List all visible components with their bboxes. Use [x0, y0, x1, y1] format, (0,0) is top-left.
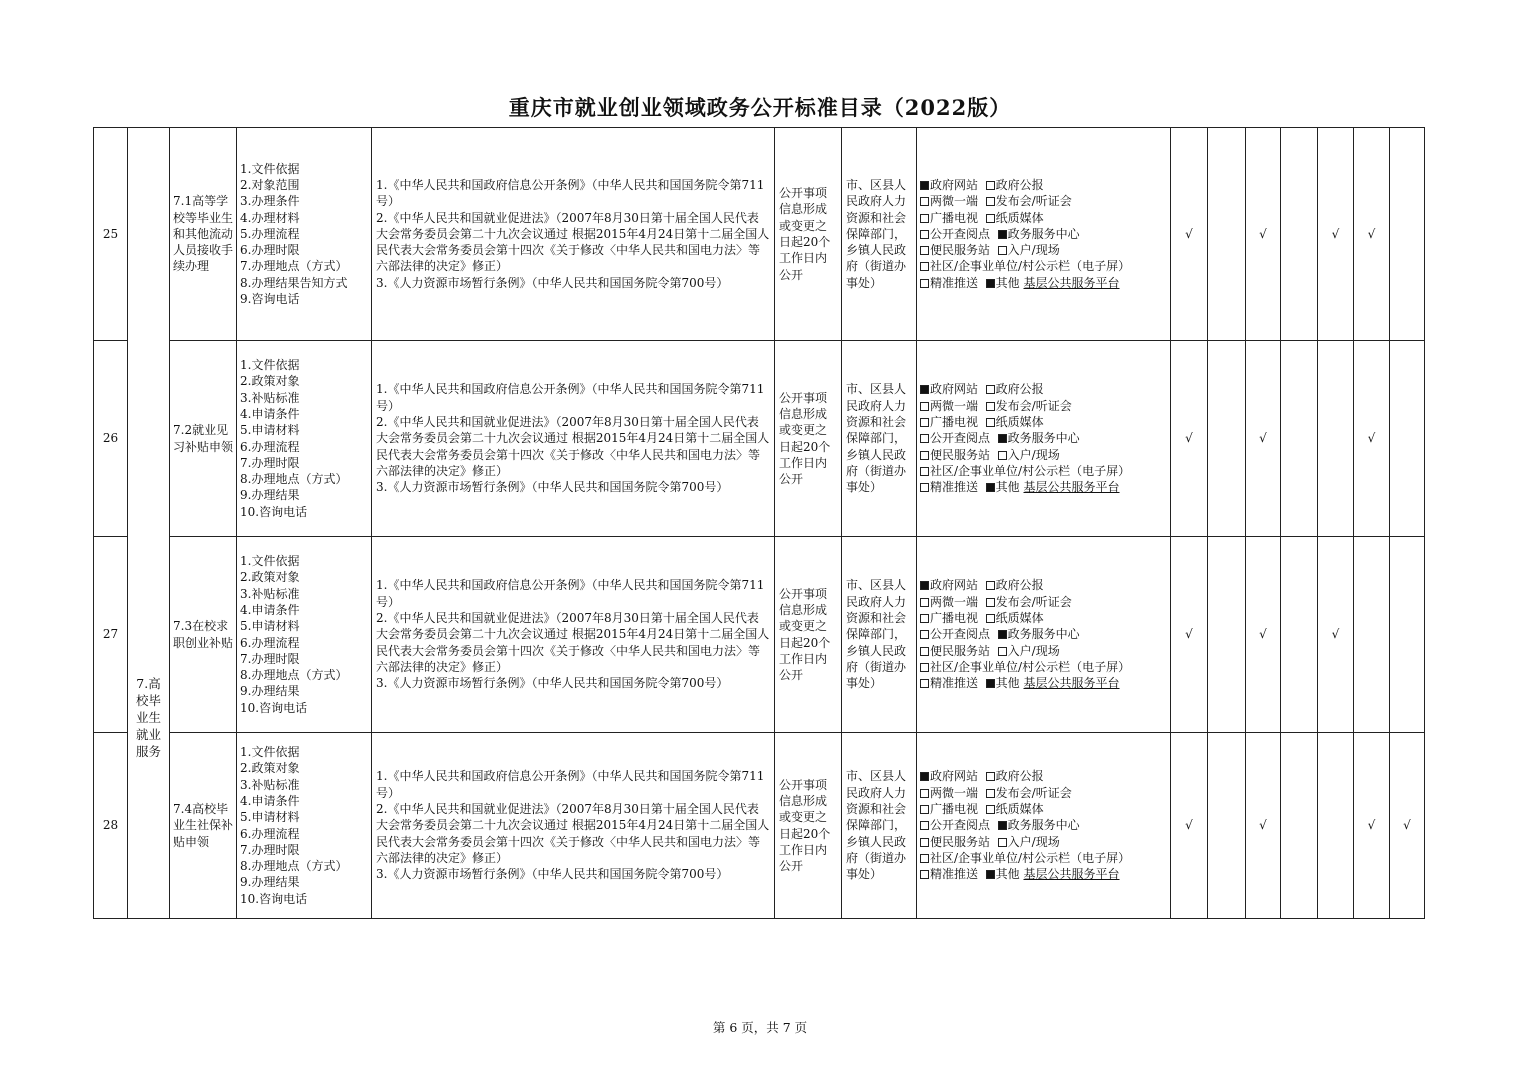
channel-checkbox — [920, 279, 929, 288]
contents-cell — [237, 341, 372, 537]
check-mark: √ — [1331, 226, 1340, 241]
time-cell — [775, 128, 842, 341]
channel-label: 纸质媒体 — [995, 210, 1044, 225]
item-cell — [170, 537, 237, 733]
content-item: 2.对象范围 — [240, 177, 300, 192]
contents-cell — [237, 128, 372, 341]
check-cell — [1246, 128, 1281, 341]
channel-label: 便民服务站 — [930, 643, 991, 658]
check-cell — [1208, 733, 1246, 919]
content-item: 9.办理结果 — [240, 684, 300, 699]
channel-label: 广播电视 — [930, 210, 979, 225]
channel-label: 政府公报 — [995, 578, 1044, 593]
channel-checkbox — [998, 838, 1007, 847]
channel-cell — [917, 128, 1171, 341]
channel-checkbox — [920, 838, 929, 847]
content-item: 3.办理条件 — [240, 194, 300, 209]
content-item: 2.政策对象 — [240, 570, 300, 585]
check-cell — [1390, 733, 1425, 919]
page-title: 重庆市就业创业领域政务公开标准目录（2022版） — [508, 95, 1012, 120]
check-mark: √ — [1185, 431, 1193, 446]
check-mark: √ — [1367, 818, 1376, 833]
item-cell — [170, 341, 237, 537]
channel-line — [920, 193, 1167, 209]
channel-label: 政府公报 — [995, 769, 1044, 784]
item-label: 7.3在校求职创业补贴 — [173, 619, 234, 650]
channel-label: 广播电视 — [930, 415, 979, 430]
time-cell — [775, 733, 842, 919]
subject-text: 市、区县人民政府人力资源和社会保障部门，乡镇人民政府（街道办事处） — [846, 578, 907, 691]
channel-label: 两微一端 — [930, 194, 979, 209]
channel-label: 纸质媒体 — [995, 415, 1044, 430]
check-cell — [1246, 537, 1281, 733]
channel-label: 公开查阅点 — [930, 818, 991, 833]
content-item: 1.文件依据 — [240, 161, 300, 176]
content-item: 6.办理流程 — [240, 826, 300, 841]
check-cell — [1208, 128, 1246, 341]
content-item: 4.申请条件 — [240, 602, 300, 617]
channel-line — [920, 430, 1167, 446]
channel-checkbox — [920, 451, 929, 460]
channel-checkbox — [986, 772, 995, 781]
check-cell — [1354, 733, 1390, 919]
catalog-table — [93, 127, 1425, 919]
channel-label: 政府公报 — [995, 382, 1044, 397]
content-item: 3.补贴标准 — [240, 777, 300, 792]
channel-label: 广播电视 — [930, 802, 979, 817]
check-cell — [1281, 537, 1318, 733]
subject-text: 市、区县人民政府人力资源和社会保障部门，乡镇人民政府（街道办事处） — [846, 769, 907, 882]
channel-label: 社区/企事业单位/村公示栏（电子屏） — [930, 850, 1131, 865]
channel-other-text: 基层公共服务平台 — [1023, 867, 1120, 882]
channel-label: 政府网站 — [930, 578, 979, 593]
channel-checkbox — [998, 821, 1007, 830]
content-item: 7.办理时限 — [240, 842, 300, 857]
basis-item: 2.《中华人民共和国就业促进法》（2007年8月30日第十届全国人民代表大会常务委员会第二十九次会议通过 根据2015年4月24日第十二届全国人民代表大会常务委员会第十四次《关于修改〈中华人民共和国电力法〉等六部法律的决定》修正） — [376, 415, 770, 478]
category-label: 7.高校毕业生就业服务 — [135, 676, 161, 760]
content-item: 10.咨询电话 — [240, 700, 308, 715]
channel-line — [920, 242, 1167, 258]
channel-line — [920, 626, 1167, 642]
channel-label: 其他 — [995, 676, 1020, 691]
channel-label: 发布会/听证会 — [995, 785, 1072, 800]
content-item: 1.文件依据 — [240, 745, 300, 760]
check-mark: √ — [1403, 818, 1411, 833]
channel-label: 其他 — [995, 480, 1020, 495]
channel-checkbox — [920, 385, 929, 394]
channel-label: 政务服务中心 — [1007, 431, 1080, 446]
content-item: 3.补贴标准 — [240, 390, 300, 405]
channel-checkbox — [986, 385, 995, 394]
channel-line — [920, 479, 1167, 495]
check-cell — [1246, 341, 1281, 537]
channel-checkbox — [998, 647, 1007, 656]
channel-line — [920, 414, 1167, 430]
channel-label: 精准推送 — [930, 480, 979, 495]
basis-item: 1.《中华人民共和国政府信息公开条例》（中华人民共和国国务院令第711号） — [376, 769, 765, 800]
contents-cell — [237, 537, 372, 733]
content-item: 10.咨询电话 — [240, 891, 308, 906]
channel-line — [920, 675, 1167, 691]
basis-cell — [372, 341, 775, 537]
content-item: 8.办理地点（方式） — [240, 859, 348, 874]
item-label: 7.2就业见习补贴申领 — [173, 423, 234, 454]
time-limit-text: 公开事项信息形成或变更之日起20个工作日内公开 — [779, 390, 831, 487]
channel-checkbox — [986, 598, 995, 607]
channel-checkbox — [986, 402, 995, 411]
time-cell — [775, 537, 842, 733]
channel-label: 便民服务站 — [930, 447, 991, 462]
channel-other-text: 基层公共服务平台 — [1023, 676, 1120, 691]
time-limit-text: 公开事项信息形成或变更之日起20个工作日内公开 — [779, 586, 831, 683]
time-limit-text: 公开事项信息形成或变更之日起20个工作日内公开 — [779, 777, 831, 874]
channel-checkbox — [920, 647, 929, 656]
contents-cell — [237, 733, 372, 919]
channel-line — [920, 210, 1167, 226]
channel-line — [920, 594, 1167, 610]
content-item: 7.办理地点（方式） — [240, 259, 348, 274]
check-cell — [1354, 128, 1390, 341]
table-row — [94, 341, 1425, 537]
channel-line — [920, 463, 1167, 479]
channel-line — [920, 866, 1167, 882]
channel-checkbox — [998, 434, 1007, 443]
check-cell — [1281, 733, 1318, 919]
content-item: 8.办理地点（方式） — [240, 472, 348, 487]
table-row — [94, 537, 1425, 733]
check-cell — [1390, 341, 1425, 537]
basis-cell — [372, 128, 775, 341]
check-mark: √ — [1331, 627, 1340, 642]
channel-line — [920, 659, 1167, 675]
channel-checkbox — [920, 679, 929, 688]
channel-checkbox — [920, 246, 929, 255]
content-item: 5.申请材料 — [240, 810, 300, 825]
channel-checkbox — [920, 181, 929, 190]
page-footer: 第 6 页，共 7 页 — [712, 1020, 808, 1035]
channel-label: 纸质媒体 — [995, 611, 1044, 626]
row-number: 27 — [94, 537, 128, 733]
content-item: 4.申请条件 — [240, 406, 300, 421]
channel-checkbox — [920, 854, 929, 863]
channel-checkbox — [998, 630, 1007, 639]
channel-label: 广播电视 — [930, 611, 979, 626]
channel-label: 公开查阅点 — [930, 226, 991, 241]
channel-label: 两微一端 — [930, 785, 979, 800]
check-cell — [1171, 537, 1208, 733]
channel-line — [920, 643, 1167, 659]
channel-label: 政府网站 — [930, 177, 979, 192]
check-mark: √ — [1259, 818, 1267, 833]
channel-label: 两微一端 — [930, 594, 979, 609]
check-mark: √ — [1259, 627, 1267, 642]
subject-cell — [842, 341, 917, 537]
content-item: 2.政策对象 — [240, 761, 300, 776]
check-mark: √ — [1185, 226, 1193, 241]
channel-cell — [917, 341, 1171, 537]
channel-checkbox — [920, 467, 929, 476]
table-row — [94, 128, 1425, 341]
subject-cell — [842, 733, 917, 919]
subject-text: 市、区县人民政府人力资源和社会保障部门，乡镇人民政府（街道办事处） — [846, 382, 907, 495]
channel-line — [920, 785, 1167, 801]
content-item: 6.办理时限 — [240, 243, 300, 258]
channel-line — [920, 447, 1167, 463]
channel-label: 政务服务中心 — [1007, 226, 1080, 241]
channel-label: 便民服务站 — [930, 243, 991, 258]
content-item: 5.申请材料 — [240, 423, 300, 438]
basis-item: 3.《人力资源市场暂行条例》（中华人民共和国国务院令第700号） — [376, 676, 729, 691]
channel-checkbox — [986, 870, 995, 879]
channel-checkbox — [986, 789, 995, 798]
check-cell — [1390, 537, 1425, 733]
subject-text: 市、区县人民政府人力资源和社会保障部门，乡镇人民政府（街道办事处） — [846, 177, 907, 290]
channel-checkbox — [920, 230, 929, 239]
check-cell — [1318, 341, 1354, 537]
basis-item: 1.《中华人民共和国政府信息公开条例》（中华人民共和国国务院令第711号） — [376, 177, 765, 209]
content-item: 6.办理流程 — [240, 439, 300, 454]
channel-other-text: 基层公共服务平台 — [1023, 275, 1120, 290]
channel-line — [920, 577, 1167, 593]
item-cell — [170, 128, 237, 341]
channel-line — [920, 801, 1167, 817]
check-cell — [1318, 733, 1354, 919]
channel-label: 入户/现场 — [1007, 243, 1060, 258]
channel-label: 公开查阅点 — [930, 431, 991, 446]
basis-item: 3.《人力资源市场暂行条例》（中华人民共和国国务院令第700号） — [376, 480, 729, 495]
check-cell — [1208, 537, 1246, 733]
channel-label: 社区/企事业单位/村公示栏（电子屏） — [930, 659, 1131, 674]
channel-label: 政府公报 — [995, 177, 1044, 192]
channel-checkbox — [986, 197, 995, 206]
channel-label: 纸质媒体 — [995, 802, 1044, 817]
channel-checkbox — [920, 197, 929, 206]
channel-label: 入户/现场 — [1007, 834, 1060, 849]
check-mark: √ — [1367, 226, 1376, 241]
content-item: 4.申请条件 — [240, 793, 300, 808]
channel-checkbox — [998, 246, 1007, 255]
channel-line — [920, 275, 1167, 291]
content-item: 5.办理流程 — [240, 226, 300, 241]
channel-checkbox — [986, 418, 995, 427]
channel-line — [920, 398, 1167, 414]
channel-label: 发布会/听证会 — [995, 194, 1072, 209]
channel-line — [920, 768, 1167, 784]
content-item: 1.文件依据 — [240, 358, 300, 373]
channel-label: 入户/现场 — [1007, 643, 1060, 658]
check-cell — [1318, 537, 1354, 733]
channel-label: 入户/现场 — [1007, 447, 1060, 462]
basis-cell — [372, 733, 775, 919]
channel-label: 发布会/听证会 — [995, 398, 1072, 413]
basis-item: 2.《中华人民共和国就业促进法》（2007年8月30日第十届全国人民代表大会常务委员会第二十九次会议通过 根据2015年4月24日第十二届全国人民代表大会常务委员会第十四次《关于修改〈中华人民共和国电力法〉等六部法律的决定》修正） — [376, 210, 770, 274]
basis-item: 1.《中华人民共和国政府信息公开条例》（中华人民共和国国务院令第711号） — [376, 578, 765, 609]
check-cell — [1171, 128, 1208, 341]
row-number: 26 — [94, 341, 128, 537]
table-row — [94, 733, 1425, 919]
channel-checkbox — [920, 598, 929, 607]
check-mark: √ — [1259, 226, 1267, 241]
basis-item: 3.《人力资源市场暂行条例》（中华人民共和国国务院令第700号） — [376, 275, 729, 290]
channel-checkbox — [986, 581, 995, 590]
channel-checkbox — [920, 630, 929, 639]
channel-line — [920, 817, 1167, 833]
channel-checkbox — [920, 418, 929, 427]
channel-checkbox — [920, 434, 929, 443]
channel-label: 政务服务中心 — [1007, 818, 1080, 833]
channel-line — [920, 834, 1167, 850]
channel-checkbox — [920, 789, 929, 798]
channel-checkbox — [986, 614, 995, 623]
content-item: 7.办理时限 — [240, 651, 300, 666]
channel-checkbox — [920, 214, 929, 223]
check-cell — [1281, 128, 1318, 341]
content-item: 5.申请材料 — [240, 619, 300, 634]
channel-checkbox — [920, 402, 929, 411]
item-label: 7.1高等学校等毕业生和其他流动人员接收手续办理 — [173, 194, 234, 274]
content-item: 8.办理结果告知方式 — [240, 275, 348, 290]
channel-checkbox — [920, 614, 929, 623]
row-number: 28 — [94, 733, 128, 919]
basis-item: 2.《中华人民共和国就业促进法》（2007年8月30日第十届全国人民代表大会常务委员会第二十九次会议通过 根据2015年4月24日第十二届全国人民代表大会常务委员会第十四次《关于修改〈中华人民共和国电力法〉等六部法律的决定》修正） — [376, 611, 770, 674]
channel-checkbox — [920, 262, 929, 271]
channel-checkbox — [986, 679, 995, 688]
channel-label: 精准推送 — [930, 867, 979, 882]
channel-line — [920, 226, 1167, 242]
content-item: 9.咨询电话 — [240, 292, 300, 307]
channel-label: 其他 — [995, 867, 1020, 882]
channel-checkbox — [986, 483, 995, 492]
channel-checkbox — [986, 214, 995, 223]
content-item: 6.办理流程 — [240, 635, 300, 650]
basis-item: 2.《中华人民共和国就业促进法》（2007年8月30日第十届全国人民代表大会常务委员会第二十九次会议通过 根据2015年4月24日第十二届全国人民代表大会常务委员会第十四次《关于修改〈中华人民共和国电力法〉等六部法律的决定》修正） — [376, 802, 770, 865]
basis-item: 3.《人力资源市场暂行条例》（中华人民共和国国务院令第700号） — [376, 867, 729, 882]
channel-label: 政府网站 — [930, 769, 979, 784]
channel-label: 政府网站 — [930, 382, 979, 397]
channel-label: 社区/企事业单位/村公示栏（电子屏） — [930, 259, 1131, 274]
channel-label: 社区/企事业单位/村公示栏（电子屏） — [930, 463, 1131, 478]
content-item: 2.政策对象 — [240, 374, 300, 389]
channel-checkbox — [920, 805, 929, 814]
check-cell — [1318, 128, 1354, 341]
channel-line — [920, 850, 1167, 866]
basis-item: 1.《中华人民共和国政府信息公开条例》（中华人民共和国国务院令第711号） — [376, 382, 765, 413]
channel-label: 公开查阅点 — [930, 627, 991, 642]
channel-label: 其他 — [995, 275, 1020, 290]
item-label: 7.4高校毕业生社保补贴申领 — [173, 802, 234, 849]
channel-checkbox — [920, 821, 929, 830]
item-cell — [170, 733, 237, 919]
check-mark: √ — [1185, 818, 1193, 833]
channel-line — [920, 177, 1167, 193]
check-cell — [1354, 537, 1390, 733]
channel-label: 精准推送 — [930, 275, 979, 290]
check-cell — [1208, 341, 1246, 537]
content-item: 7.办理时限 — [240, 455, 300, 470]
check-cell — [1354, 341, 1390, 537]
channel-checkbox — [920, 483, 929, 492]
check-mark: √ — [1185, 627, 1193, 642]
channel-line — [920, 610, 1167, 626]
row-number: 25 — [94, 128, 128, 341]
channel-checkbox — [986, 805, 995, 814]
content-item: 3.补贴标准 — [240, 586, 300, 601]
time-cell — [775, 341, 842, 537]
channel-checkbox — [920, 772, 929, 781]
content-item: 8.办理地点（方式） — [240, 668, 348, 683]
check-cell — [1171, 341, 1208, 537]
content-item: 9.办理结果 — [240, 875, 300, 890]
channel-other-text: 基层公共服务平台 — [1023, 480, 1120, 495]
time-limit-text: 公开事项信息形成或变更之日起20个工作日内公开 — [779, 186, 831, 282]
channel-checkbox — [920, 870, 929, 879]
channel-line — [920, 381, 1167, 397]
channel-label: 两微一端 — [930, 398, 979, 413]
channel-checkbox — [998, 230, 1007, 239]
check-mark: √ — [1367, 431, 1376, 446]
check-cell — [1171, 733, 1208, 919]
check-mark: √ — [1259, 431, 1267, 446]
channel-label: 发布会/听证会 — [995, 594, 1072, 609]
category-cell — [128, 128, 170, 919]
basis-cell — [372, 537, 775, 733]
channel-checkbox — [998, 451, 1007, 460]
check-cell — [1246, 733, 1281, 919]
channel-cell — [917, 733, 1171, 919]
content-item: 10.咨询电话 — [240, 504, 308, 519]
channel-label: 精准推送 — [930, 676, 979, 691]
content-item: 4.办理材料 — [240, 210, 300, 225]
check-cell — [1281, 341, 1318, 537]
channel-line — [920, 258, 1167, 274]
check-cell — [1390, 128, 1425, 341]
channel-checkbox — [986, 181, 995, 190]
content-item: 9.办理结果 — [240, 488, 300, 503]
channel-cell — [917, 537, 1171, 733]
channel-checkbox — [920, 581, 929, 590]
channel-label: 政务服务中心 — [1007, 627, 1080, 642]
subject-cell — [842, 128, 917, 341]
content-item: 1.文件依据 — [240, 554, 300, 569]
channel-label: 便民服务站 — [930, 834, 991, 849]
channel-checkbox — [920, 663, 929, 672]
subject-cell — [842, 537, 917, 733]
channel-checkbox — [986, 279, 995, 288]
